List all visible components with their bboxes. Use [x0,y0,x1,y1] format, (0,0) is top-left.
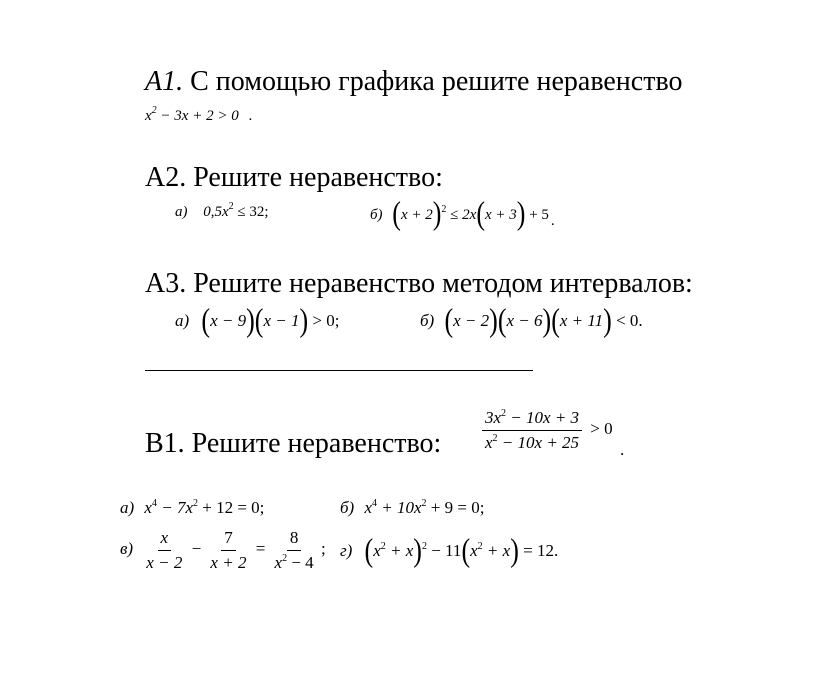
a3-b-rparen3: ) [603,302,612,339]
a3-a-lparen2: ( [254,302,264,339]
eq-a-exp2: 2 [193,498,198,509]
a2-b-dot: . [550,213,555,229]
eq-b-exp2: 2 [421,498,427,509]
eq-c-f1-num: x [158,528,172,551]
eq-c-label: в) [120,538,134,558]
b1-denominator [482,431,582,453]
a1-heading [145,66,683,98]
b1-fraction [482,408,613,452]
a1-formula-exp: 2 [151,105,157,116]
eq-c-f1-den: x − 2 [146,552,183,572]
eq-a-exp1: 4 [151,498,157,509]
a1-text: С помощью графика решите неравенство [190,66,683,97]
eq-c-fraction3 [272,528,317,572]
a2-b-rparen2: ) [516,195,526,232]
eq-c-f2-num: 7 [221,528,236,551]
a2-a-term: 0,5x [203,204,229,220]
a3-b-lparen: ( [444,302,454,339]
b1-num-rest: − 10x + 3 [506,408,580,427]
a2-heading: А2. Решите неравенство: [145,162,443,193]
a3-a-rparen: ) [246,302,255,339]
a3-a-rparen2: ) [299,302,309,339]
eq-d-rparen2: ) [510,532,519,569]
a2-item-a [175,201,269,221]
a3-item-b [420,302,643,339]
eq-c-f3-num: 8 [287,528,302,551]
eq-a-rest: + 12 = 0; [198,498,265,517]
a2-b-term1: x + 2 [400,207,433,223]
eq-d [340,532,559,569]
a2-b-lparen2: ( [476,195,485,232]
b1-num-term: 3x [485,408,502,427]
a3-b-factor3: x + 11 [559,311,604,330]
eq-b-exp1: 4 [372,498,378,509]
eq-d-exp2: 2 [477,541,483,552]
section-divider [145,370,533,371]
a3-a-factor2: x − 1 [263,311,300,330]
a1-formula-x: x [145,108,152,124]
eq-d-outer-exp: 2 [421,541,427,552]
eq-c-f3-den [272,551,317,573]
a2-a-label: а) [175,204,188,220]
a1-label: А1. [145,66,184,97]
eq-c [120,528,326,572]
a3-item-a [175,302,340,339]
eq-d-term1: + x [385,541,414,560]
a3-b-lparen2: ( [497,302,507,339]
eq-c-minus: − [191,538,202,558]
eq-d-term2: + x [482,541,511,560]
b1-relation: > 0 [590,418,613,438]
eq-d-x1: x [373,541,381,560]
a2-a-rest: ≤ 32; [233,204,269,220]
a2-b-lparen: ( [392,195,401,232]
eq-c-fraction1 [143,528,185,572]
a3-b-label: б) [420,311,435,330]
b1-dot: . [620,440,625,459]
a2-b-term2: x + 3 [484,207,517,223]
eq-c-equals: = [255,538,266,558]
eq-c-f3-den-exp: 2 [282,552,288,564]
eq-d-end: = 12. [518,541,559,560]
eq-a-x: x [144,498,152,517]
b1-heading: В1. Решите неравенство: [145,428,442,459]
a2-a-exp: 2 [228,201,234,212]
eq-c-f3-den-rest: − 4 [287,552,314,572]
b1-fraction-body [482,408,582,452]
a3-a-rest: > 0; [308,311,340,330]
eq-d-exp1: 2 [380,541,386,552]
eq-b-x: x [364,498,373,517]
eq-a [120,498,264,518]
a1-formula-rest: − 3x + 2 > 0 [156,108,239,124]
eq-b-term2: + 10x [377,498,422,517]
b1-den-exp: 2 [492,432,498,444]
a2-b-exp: 2 [441,204,447,215]
eq-a-label: а) [120,498,135,517]
b1-numerator [482,408,582,431]
a2-b-rest: + 5 [525,207,549,223]
a2-item-b [370,195,555,232]
a3-heading: А3. Решите неравенство методом интервалов: [145,268,693,299]
eq-c-f2-den: x + 2 [210,552,247,572]
eq-c-fraction2 [207,528,249,572]
eq-a-term2: − 7x [156,498,193,517]
b1-num-exp: 2 [501,408,507,419]
a2-b-label: б) [370,207,383,223]
a1-formula [145,105,253,125]
eq-d-x2: x [470,541,478,560]
a3-a-label: а) [175,311,190,330]
a3-b-factor2: x − 6 [506,311,543,330]
a3-b-rest: < 0. [611,311,643,330]
a3-b-rparen2: ) [542,302,552,339]
a1-dot: . [248,108,253,124]
eq-c-end: ; [320,538,326,558]
a3-b-factor1: x − 2 [453,311,490,330]
a3-b-rparen: ) [489,302,498,339]
eq-b [340,498,484,518]
eq-d-lparen: ( [364,532,374,569]
eq-d-label: г) [340,541,353,560]
a3-a-lparen: ( [201,302,211,339]
a3-a-factor1: x − 9 [210,311,247,330]
a2-b-mid: ≤ 2x [446,207,477,223]
a3-b-lparen3: ( [551,302,560,339]
eq-c-f3-den-x: x [274,552,283,572]
eq-b-rest: + 9 = 0; [426,498,485,517]
a2-b-rparen: ) [432,195,442,232]
b1-den-rest: − 10x + 25 [497,432,580,452]
eq-d-lparen2: ( [461,532,471,569]
eq-d-mid: − 11 [426,541,462,560]
b1-den-term: x [485,432,493,452]
eq-b-label: б) [340,498,355,517]
eq-d-rparen: ) [413,532,422,569]
